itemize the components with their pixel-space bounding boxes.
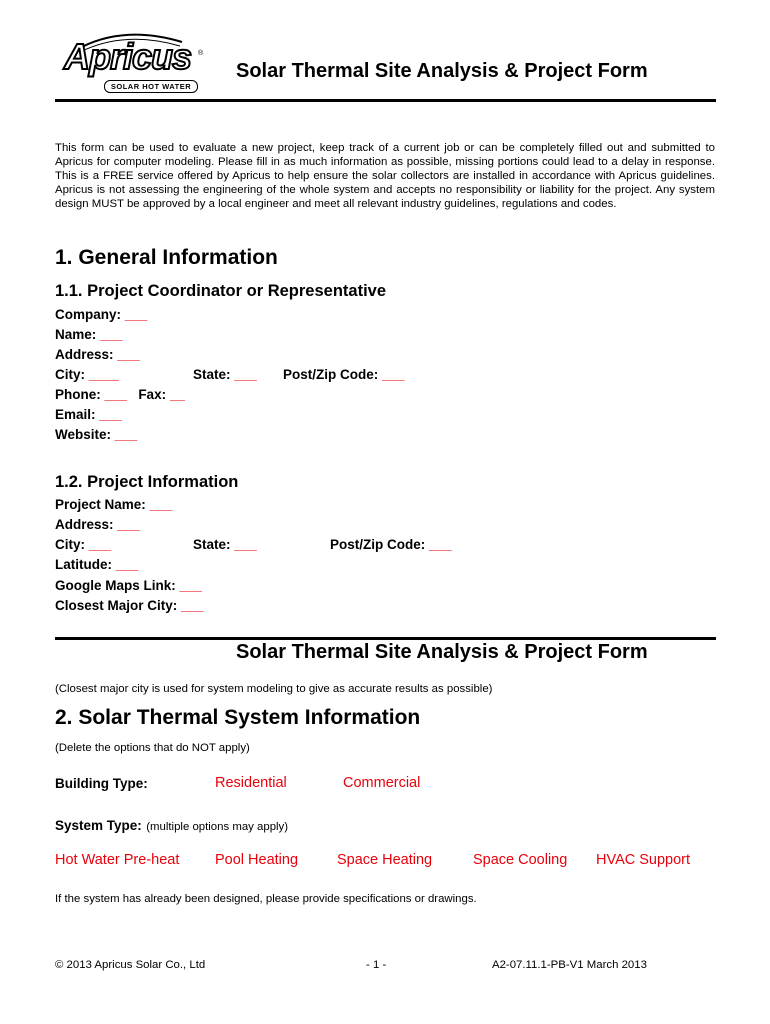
phone-blank[interactable]: ___ [104, 387, 128, 402]
fax-blank[interactable]: __ [169, 387, 185, 402]
phone-fax-row [55, 387, 185, 402]
page2-title: Solar Thermal Site Analysis & Project Form [236, 641, 648, 663]
project-name-blank[interactable]: ___ [149, 497, 173, 512]
email-label: Email: [55, 407, 96, 422]
option-pool-heating[interactable]: Pool Heating [215, 852, 299, 868]
zip-blank[interactable]: ___ [382, 367, 405, 382]
option-space-cooling[interactable]: Space Cooling [473, 852, 568, 868]
website-blank[interactable]: ___ [114, 427, 138, 442]
delete-options-note: (Delete the options that do NOT apply) [55, 742, 250, 754]
option-space-heating[interactable]: Space Heating [337, 852, 433, 868]
system-type-row [55, 817, 288, 835]
name-label: Name: [55, 327, 97, 342]
email-field[interactable] [55, 407, 122, 422]
project-state-label: State: [193, 537, 231, 552]
google-maps-field[interactable] [55, 578, 202, 593]
project-state-blank[interactable]: ___ [234, 537, 257, 552]
section-1-heading: 1. General Information [55, 246, 278, 269]
address-field[interactable] [55, 347, 140, 362]
apricus-logo [62, 28, 212, 98]
footer-doc-code: A2-07.11.1-PB-V1 March 2013 [492, 959, 647, 971]
company-field[interactable] [55, 307, 147, 322]
page-title: Solar Thermal Site Analysis & Project Form [236, 60, 648, 82]
closest-city-note: (Closest major city is used for system modeling to give as accurate results as possible) [55, 683, 493, 695]
phone-label: Phone: [55, 387, 101, 402]
page2-rule [55, 637, 716, 640]
project-city-field[interactable] [55, 537, 111, 552]
company-blank[interactable]: ___ [124, 307, 148, 322]
closest-city-label: Closest Major City: [55, 598, 178, 613]
address-blank[interactable]: ___ [117, 347, 140, 362]
project-address-field[interactable] [55, 517, 140, 532]
building-type-label: Building Type: [55, 776, 148, 791]
project-city-label: City: [55, 537, 85, 552]
website-label: Website: [55, 427, 112, 442]
closest-city-blank[interactable]: ___ [181, 598, 204, 613]
project-zip-label: Post/Zip Code: [330, 537, 426, 552]
latitude-label: Latitude: [55, 557, 112, 572]
state-label: State: [193, 367, 231, 382]
state-blank[interactable]: ___ [234, 367, 257, 382]
state-field[interactable] [193, 367, 257, 382]
google-maps-label: Google Maps Link: [55, 578, 176, 593]
project-address-label: Address: [55, 517, 114, 532]
registered-mark: ® [198, 50, 204, 57]
option-hot-water-preheat[interactable]: Hot Water Pre-heat [55, 852, 180, 868]
intro-paragraph: This form can be used to evaluate a new project, keep track of a current job or can be completely filled out and submitted to Apricus for computer modeling. Please fill in as much information as possible, missing portions could lead to a delay in response. This is a FREE service offered by Apricus to help ensure the solar collectors are installed in accordance with Apricus guidelines. Apricus is not assessing the engineering of the whole system and accepts no responsibility or liability for the project. Any system design MUST be approved by a local engineer and meet all relevant industry guidelines, regulations and codes. [55, 142, 715, 211]
address-label: Address: [55, 347, 114, 362]
logo-tagline: SOLAR HOT WATER [104, 80, 198, 93]
system-type-note: (multiple options may apply) [146, 821, 289, 833]
zip-label: Post/Zip Code: [283, 367, 379, 382]
city-field[interactable] [55, 367, 119, 382]
option-residential[interactable]: Residential [215, 775, 287, 791]
name-field[interactable] [55, 327, 123, 342]
project-zip-field[interactable] [330, 537, 452, 552]
footer-page-number: - 1 - [366, 959, 387, 971]
latitude-field[interactable] [55, 557, 138, 572]
closest-city-field[interactable] [55, 598, 204, 613]
city-blank[interactable]: ____ [88, 367, 119, 382]
company-label: Company: [55, 307, 122, 322]
website-field[interactable] [55, 427, 137, 442]
header-rule [55, 99, 716, 102]
footer-copyright: © 2013 Apricus Solar Co., Ltd [55, 959, 206, 971]
zip-field[interactable] [283, 367, 405, 382]
project-city-blank[interactable]: ___ [88, 537, 112, 552]
section-2-heading: 2. Solar Thermal System Information [55, 706, 421, 729]
latitude-blank[interactable]: ___ [115, 557, 139, 572]
email-blank[interactable]: ___ [99, 407, 122, 422]
option-commercial[interactable]: Commercial [343, 775, 421, 791]
project-zip-blank[interactable]: ___ [429, 537, 452, 552]
project-state-field[interactable] [193, 537, 257, 552]
google-maps-blank[interactable]: ___ [179, 578, 203, 593]
city-label: City: [55, 367, 85, 382]
project-address-blank[interactable]: ___ [117, 517, 140, 532]
fax-label: Fax: [138, 387, 167, 402]
project-name-label: Project Name: [55, 497, 146, 512]
option-hvac-support[interactable]: HVAC Support [596, 852, 691, 868]
logo-wordmark: Apricus [64, 36, 192, 77]
name-blank[interactable]: ___ [100, 327, 123, 342]
section-1-1-heading: 1.1. Project Coordinator or Representative [55, 282, 387, 300]
project-name-field[interactable] [55, 497, 172, 512]
designed-note: If the system has already been designed, please provide specifications or drawings. [55, 893, 477, 905]
section-1-2-heading: 1.2. Project Information [55, 473, 239, 491]
system-type-label: System Type: [55, 818, 142, 833]
